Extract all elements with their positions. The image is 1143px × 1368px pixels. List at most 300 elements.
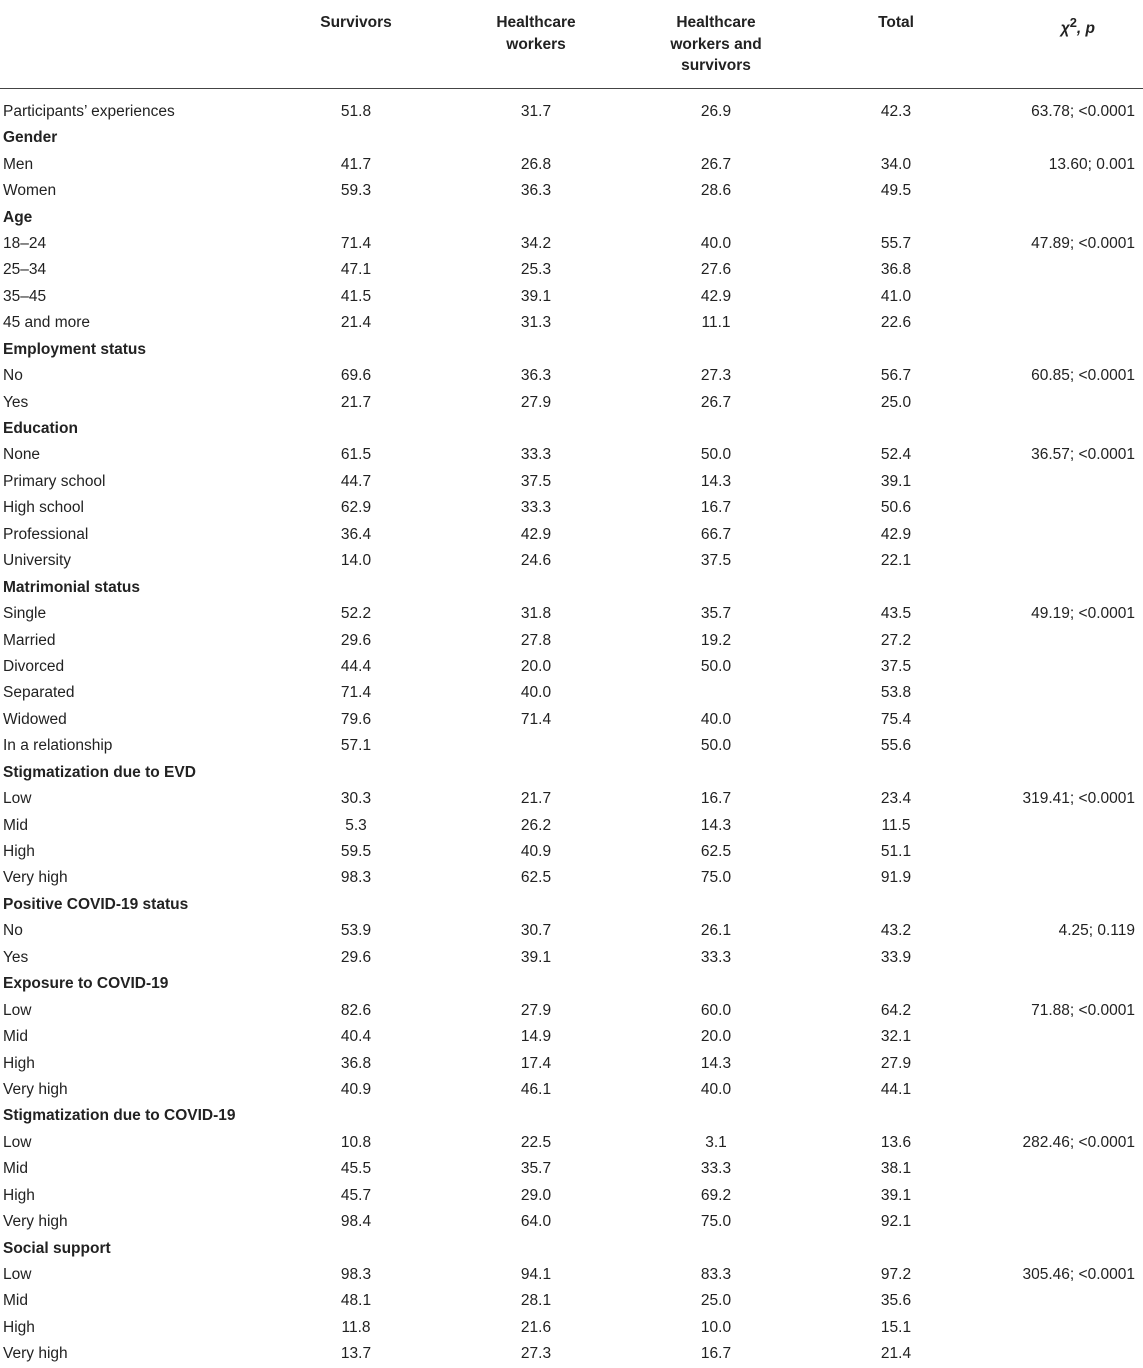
table-row — [0, 707, 1143, 733]
cell-total: 22.6 — [880, 314, 912, 332]
cell-hw-and-survivors: 69.2 — [700, 1186, 732, 1204]
table-row — [0, 1209, 1143, 1235]
cell-healthcare-workers: 39.1 — [520, 948, 552, 966]
cell-survivors: 11.8 — [341, 1318, 371, 1336]
row-label: Low — [3, 790, 32, 808]
section-row — [0, 416, 1143, 442]
cell-survivors: 41.7 — [340, 155, 372, 173]
cell-survivors: 10.8 — [340, 1133, 372, 1151]
cell-chi-square — [986, 733, 1143, 759]
cell-chi-square — [986, 971, 1143, 997]
row-label: High — [3, 1186, 35, 1204]
row-label: Very high — [3, 1080, 68, 1098]
cell-healthcare-workers: 24.6 — [520, 552, 552, 570]
cell-healthcare-workers: 39.1 — [520, 287, 552, 305]
cell-survivors: 71.4 — [340, 234, 372, 252]
cell-healthcare-workers: 62.5 — [520, 869, 552, 887]
cell-healthcare-workers: 33.3 — [520, 499, 552, 517]
cell-survivors — [266, 892, 446, 918]
row-label: High school — [3, 499, 84, 517]
cell-hw-and-survivors — [626, 337, 806, 363]
cell-survivors: 13.7 — [340, 1345, 372, 1363]
cell-total: 25.0 — [880, 393, 912, 411]
cell-hw-and-survivors: 37.5 — [700, 552, 732, 570]
cell-chi-square — [986, 1077, 1143, 1103]
table-row — [0, 601, 1143, 627]
table-row — [0, 997, 1143, 1023]
cell-survivors: 40.4 — [340, 1028, 372, 1046]
cell-hw-and-survivors: 40.0 — [700, 1080, 732, 1098]
cell-chi-square: 60.85; <0.0001 — [1031, 367, 1135, 385]
header-total — [806, 0, 986, 89]
cell-healthcare-workers — [446, 971, 626, 997]
header-hws-line3: survivors — [681, 57, 751, 74]
cell-survivors — [266, 204, 446, 230]
table-row — [0, 1050, 1143, 1076]
cell-hw-and-survivors: 14.3 — [700, 472, 732, 490]
cell-survivors — [266, 574, 446, 600]
cell-total: 50.6 — [880, 499, 912, 517]
cell-hw-and-survivors: 75.0 — [700, 1213, 732, 1231]
row-label: None — [3, 446, 41, 464]
cell-total: 11.5 — [881, 816, 911, 834]
table-row — [0, 363, 1143, 389]
cell-healthcare-workers: 22.5 — [520, 1133, 552, 1151]
cell-chi-square — [986, 574, 1143, 600]
cell-total: 35.6 — [880, 1292, 912, 1310]
cell-survivors: 98.4 — [340, 1213, 372, 1231]
section-row — [0, 125, 1143, 151]
cell-total: 15.1 — [880, 1318, 912, 1336]
table-row — [0, 1341, 1143, 1367]
table-row — [0, 786, 1143, 812]
cell-healthcare-workers: 31.3 — [520, 314, 552, 332]
cell-survivors — [266, 125, 446, 151]
cell-total: 55.7 — [880, 234, 912, 252]
section-label: Social support — [3, 1239, 111, 1257]
cell-hw-and-survivors: 66.7 — [700, 525, 732, 543]
cell-chi-square — [986, 284, 1143, 310]
cell-survivors: 21.4 — [340, 314, 372, 332]
cell-healthcare-workers — [446, 733, 626, 759]
cell-chi-square — [986, 1288, 1143, 1314]
row-label: Mid — [3, 1028, 28, 1046]
cell-survivors: 14.0 — [340, 552, 372, 570]
cell-total — [806, 1103, 986, 1129]
cell-hw-and-survivors: 83.3 — [700, 1266, 732, 1284]
cell-chi-square: 319.41; <0.0001 — [1022, 790, 1135, 808]
table-row — [0, 1262, 1143, 1288]
cell-hw-and-survivors: 33.3 — [700, 1160, 732, 1178]
cell-total: 53.8 — [880, 684, 912, 702]
cell-hw-and-survivors: 10.0 — [700, 1318, 732, 1336]
cell-total: 75.4 — [880, 710, 912, 728]
cell-healthcare-workers: 46.1 — [520, 1080, 552, 1098]
cell-chi-square: 71.88; <0.0001 — [1031, 1001, 1135, 1019]
cell-healthcare-workers: 27.8 — [520, 631, 552, 649]
row-label: Yes — [3, 393, 29, 411]
cell-chi-square: 47.89; <0.0001 — [1031, 234, 1135, 252]
row-label: Women — [3, 182, 57, 200]
cell-total — [806, 892, 986, 918]
cell-survivors: 98.3 — [340, 869, 372, 887]
row-label: 45 and more — [3, 314, 91, 332]
header-survivors — [266, 0, 446, 89]
row-label: Widowed — [3, 710, 67, 728]
cell-chi-square — [986, 839, 1143, 865]
cell-healthcare-workers: 37.5 — [520, 472, 552, 490]
cell-chi-square: 282.46; <0.0001 — [1022, 1133, 1135, 1151]
cell-chi-square — [986, 125, 1143, 151]
cell-hw-and-survivors: 75.0 — [700, 869, 732, 887]
cell-healthcare-workers: 30.7 — [520, 922, 552, 940]
section-row — [0, 1235, 1143, 1261]
cell-total: 39.1 — [880, 1186, 912, 1204]
cell-healthcare-workers: 27.9 — [520, 393, 552, 411]
cell-total — [806, 204, 986, 230]
section-label: Stigmatization due to EVD — [3, 763, 196, 781]
section-row — [0, 1103, 1143, 1129]
cell-total: 37.5 — [880, 657, 912, 675]
section-row — [0, 971, 1143, 997]
cell-survivors: 36.8 — [340, 1054, 372, 1072]
cell-chi-square — [986, 310, 1143, 336]
cell-hw-and-survivors: 14.3 — [700, 1054, 732, 1072]
cell-survivors: 47.1 — [340, 261, 372, 279]
header-healthcare-workers — [446, 0, 626, 89]
cell-chi-square — [986, 1103, 1143, 1129]
cell-survivors — [266, 416, 446, 442]
section-row — [0, 892, 1143, 918]
cell-total: 97.2 — [880, 1266, 912, 1284]
row-label: Mid — [3, 1292, 28, 1310]
row-label: University — [3, 552, 72, 570]
cell-healthcare-workers — [446, 892, 626, 918]
cell-total: 44.1 — [880, 1080, 912, 1098]
cell-healthcare-workers: 40.9 — [520, 843, 552, 861]
header-chi-rest: , p — [1076, 20, 1095, 38]
section-label: Exposure to COVID-19 — [3, 975, 169, 993]
cell-hw-and-survivors: 50.0 — [700, 737, 732, 755]
cell-chi-square — [986, 627, 1143, 653]
cell-healthcare-workers: 26.2 — [520, 816, 552, 834]
cell-hw-and-survivors: 16.7 — [700, 499, 732, 517]
cell-total: 42.9 — [880, 525, 912, 543]
cell-survivors: 61.5 — [340, 446, 372, 464]
cell-chi-square: 36.57; <0.0001 — [1031, 446, 1135, 464]
cell-hw-and-survivors: 16.7 — [700, 1345, 732, 1363]
table-row — [0, 654, 1143, 680]
table-row — [0, 310, 1143, 336]
cell-total: 92.1 — [880, 1213, 912, 1231]
row-label: Mid — [3, 816, 28, 834]
cell-chi-square — [986, 865, 1143, 891]
cell-healthcare-workers: 35.7 — [520, 1160, 552, 1178]
cell-total: 22.1 — [880, 552, 912, 570]
cell-survivors: 51.8 — [340, 103, 372, 120]
cell-survivors: 57.1 — [340, 737, 372, 755]
cell-hw-and-survivors — [626, 971, 806, 997]
cell-hw-and-survivors: 26.1 — [700, 922, 732, 940]
cell-hw-and-survivors: 25.0 — [700, 1292, 732, 1310]
header-hws-line2: workers and — [670, 35, 762, 53]
cell-healthcare-workers: 33.3 — [520, 446, 552, 464]
cell-hw-and-survivors: 20.0 — [700, 1028, 732, 1046]
cell-hw-and-survivors: 50.0 — [700, 446, 732, 464]
cell-hw-and-survivors — [626, 680, 806, 706]
cell-survivors — [266, 337, 446, 363]
cell-hw-and-survivors: 16.7 — [700, 790, 732, 808]
cell-healthcare-workers: 36.3 — [520, 367, 552, 385]
row-label: Mid — [3, 1160, 28, 1178]
cell-total: 91.9 — [880, 869, 912, 887]
cell-healthcare-workers: 25.3 — [520, 261, 552, 279]
cell-healthcare-workers: 29.0 — [520, 1186, 552, 1204]
cell-chi-square — [986, 760, 1143, 786]
table-row — [0, 284, 1143, 310]
section-row — [0, 204, 1143, 230]
cell-total: 56.7 — [880, 367, 912, 385]
cell-total: 51.1 — [880, 843, 912, 861]
cell-healthcare-workers: 21.6 — [520, 1318, 552, 1336]
cell-chi-square — [986, 389, 1143, 415]
header-chi-sup: 2 — [1069, 15, 1077, 30]
cell-hw-and-survivors — [626, 204, 806, 230]
table-row — [0, 839, 1143, 865]
section-row — [0, 337, 1143, 363]
cell-chi-square — [986, 1235, 1143, 1261]
cell-hw-and-survivors — [626, 760, 806, 786]
cell-hw-and-survivors: 33.3 — [700, 948, 732, 966]
row-label: High — [3, 1054, 35, 1072]
row-label: Married — [3, 631, 56, 649]
cell-total: 55.6 — [880, 737, 912, 755]
cell-hw-and-survivors — [626, 1235, 806, 1261]
cell-chi-square — [986, 522, 1143, 548]
cell-total — [806, 337, 986, 363]
table-row — [0, 812, 1143, 838]
cell-healthcare-workers: 26.8 — [520, 155, 552, 173]
cell-total: 43.5 — [880, 605, 912, 623]
row-label: Men — [3, 155, 34, 173]
cell-total: 33.9 — [880, 948, 912, 966]
cell-total — [806, 416, 986, 442]
row-label: Yes — [3, 948, 29, 966]
cell-healthcare-workers: 36.3 — [520, 182, 552, 200]
table-row — [0, 389, 1143, 415]
cell-hw-and-survivors — [626, 892, 806, 918]
table-row — [0, 89, 1143, 126]
row-label: Low — [3, 1266, 32, 1284]
cell-survivors: 36.4 — [340, 525, 372, 543]
cell-chi-square — [986, 495, 1143, 521]
cell-total — [806, 574, 986, 600]
row-label: Very high — [3, 1213, 68, 1231]
table-row — [0, 495, 1143, 521]
cell-hw-and-survivors: 50.0 — [700, 657, 732, 675]
cell-healthcare-workers — [446, 337, 626, 363]
cell-total: 13.6 — [880, 1133, 912, 1151]
cell-hw-and-survivors — [626, 125, 806, 151]
cell-chi-square: 49.19; <0.0001 — [1031, 605, 1135, 623]
table-row — [0, 522, 1143, 548]
cell-chi-square — [986, 204, 1143, 230]
cell-chi-square — [986, 1183, 1143, 1209]
cell-chi-square: 13.60; 0.001 — [1048, 155, 1135, 173]
row-label: No — [3, 922, 23, 940]
header-hws-line1: Healthcare — [676, 14, 756, 31]
cell-healthcare-workers — [446, 760, 626, 786]
header-hw-line1: Healthcare — [496, 14, 576, 31]
cell-hw-and-survivors: 60.0 — [700, 1001, 732, 1019]
cell-survivors: 41.5 — [340, 287, 372, 305]
header-row — [0, 0, 1143, 89]
cell-chi-square — [986, 707, 1143, 733]
cell-healthcare-workers: 64.0 — [520, 1213, 552, 1231]
cell-chi-square — [986, 1209, 1143, 1235]
cell-healthcare-workers — [446, 125, 626, 151]
cell-survivors: 79.6 — [340, 710, 372, 728]
cell-total: 21.4 — [880, 1345, 912, 1363]
cell-chi-square — [986, 1315, 1143, 1341]
cell-total — [806, 125, 986, 151]
cell-healthcare-workers — [446, 574, 626, 600]
cell-chi-square — [986, 469, 1143, 495]
cell-survivors — [266, 971, 446, 997]
table-row — [0, 469, 1143, 495]
header-chi-symbol: χ — [1060, 20, 1070, 38]
cell-hw-and-survivors: 42.9 — [700, 287, 732, 305]
table-row — [0, 1077, 1143, 1103]
cell-healthcare-workers: 40.0 — [520, 684, 552, 702]
table-row — [0, 1130, 1143, 1156]
cell-healthcare-workers: 71.4 — [520, 710, 552, 728]
section-row — [0, 760, 1143, 786]
table-row — [0, 945, 1143, 971]
row-label: Low — [3, 1001, 32, 1019]
row-label: Single — [3, 605, 47, 623]
table-row — [0, 865, 1143, 891]
cell-survivors: 21.7 — [340, 393, 372, 411]
row-label: No — [3, 367, 23, 385]
cell-survivors — [266, 1235, 446, 1261]
cell-healthcare-workers: 17.4 — [520, 1054, 552, 1072]
cell-survivors: 59.5 — [340, 843, 372, 861]
cell-healthcare-workers — [446, 1103, 626, 1129]
cell-total: 52.4 — [880, 446, 912, 464]
section-label: Employment status — [3, 340, 146, 358]
section-row — [0, 574, 1143, 600]
cell-survivors: 53.9 — [340, 922, 372, 940]
cell-hw-and-survivors: 3.1 — [705, 1133, 727, 1151]
table-row — [0, 151, 1143, 177]
cell-healthcare-workers: 94.1 — [520, 1266, 552, 1284]
cell-survivors — [266, 1103, 446, 1129]
cell-survivors: 71.4 — [340, 684, 372, 702]
cell-chi-square: 4.25; 0.119 — [1058, 922, 1135, 940]
row-label: 35–45 — [3, 287, 47, 305]
row-label: Very high — [3, 869, 68, 887]
row-label: Professional — [3, 525, 89, 543]
row-label: 25–34 — [3, 261, 47, 279]
cell-total: 34.0 — [880, 155, 912, 173]
cell-hw-and-survivors: 11.1 — [701, 314, 731, 332]
cell-healthcare-workers: 14.9 — [520, 1028, 552, 1046]
table-row — [0, 257, 1143, 283]
table-row — [0, 548, 1143, 574]
cell-chi-square: 305.46; <0.0001 — [1022, 1266, 1135, 1284]
cell-hw-and-survivors: 35.7 — [700, 605, 732, 623]
section-label: Gender — [3, 129, 58, 147]
header-survivors-text: Survivors — [320, 14, 392, 31]
cell-chi-square — [986, 945, 1143, 971]
header-blank — [0, 0, 266, 89]
section-label: Matrimonial status — [3, 578, 140, 596]
header-hw-and-survivors — [626, 0, 806, 89]
cell-chi-square — [986, 1341, 1143, 1367]
section-label: Positive COVID-19 status — [3, 895, 189, 913]
table-row — [0, 1156, 1143, 1182]
cell-total — [806, 760, 986, 786]
cell-total: 64.2 — [880, 1001, 912, 1019]
cell-hw-and-survivors: 19.2 — [700, 631, 732, 649]
cell-survivors: 44.4 — [340, 657, 372, 675]
cell-chi-square — [986, 812, 1143, 838]
table-header — [0, 0, 1143, 89]
cell-survivors: 45.5 — [340, 1160, 372, 1178]
cell-healthcare-workers: 34.2 — [520, 234, 552, 252]
cell-total: 41.0 — [880, 287, 912, 305]
cell-chi-square — [986, 654, 1143, 680]
cell-hw-and-survivors: 26.7 — [700, 393, 732, 411]
section-label: Education — [3, 420, 78, 438]
cell-chi-square — [986, 1024, 1143, 1050]
cell-chi-square — [986, 680, 1143, 706]
cell-total: 49.5 — [880, 182, 912, 200]
cell-total: 27.9 — [880, 1054, 912, 1072]
cell-total: 42.3 — [880, 103, 912, 120]
row-label: Primary school — [3, 472, 106, 490]
cell-survivors: 40.9 — [340, 1080, 372, 1098]
cell-total: 39.1 — [880, 472, 912, 490]
cell-healthcare-workers: 21.7 — [520, 790, 552, 808]
cell-total: 23.4 — [880, 790, 912, 808]
cell-chi-square — [986, 548, 1143, 574]
table-row — [0, 918, 1143, 944]
section-label: Age — [3, 208, 33, 226]
cell-survivors: 48.1 — [340, 1292, 372, 1310]
cell-chi-square — [986, 1050, 1143, 1076]
cell-total: 38.1 — [880, 1160, 912, 1178]
cell-hw-and-survivors: 40.0 — [700, 234, 732, 252]
cell-healthcare-workers — [446, 1235, 626, 1261]
header-chi-square — [986, 0, 1143, 89]
cell-survivors: 98.3 — [340, 1266, 372, 1284]
row-label: Participants’ experiences — [3, 103, 175, 120]
cell-survivors: 82.6 — [340, 1001, 372, 1019]
row-label: High — [3, 843, 35, 861]
cell-hw-and-survivors: 26.9 — [700, 103, 732, 120]
cell-healthcare-workers — [446, 204, 626, 230]
row-label: In a relationship — [3, 737, 113, 755]
table-row — [0, 1315, 1143, 1341]
table-row — [0, 627, 1143, 653]
header-total-text: Total — [878, 14, 914, 31]
cell-healthcare-workers: 28.1 — [520, 1292, 552, 1310]
cell-healthcare-workers: 20.0 — [520, 657, 552, 675]
cell-survivors: 59.3 — [340, 182, 372, 200]
table-row — [0, 680, 1143, 706]
